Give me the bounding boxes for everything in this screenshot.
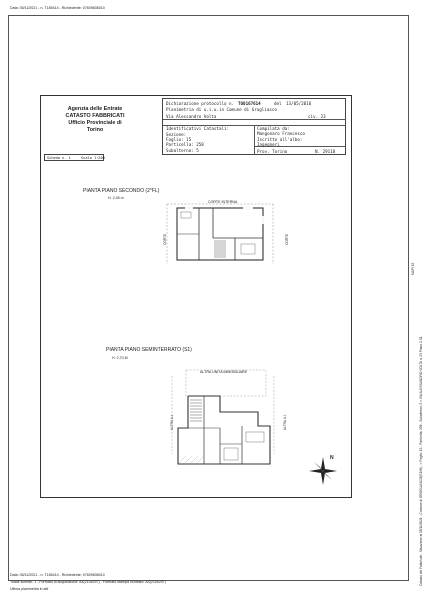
del-label: del xyxy=(274,101,282,106)
side-right-mark: MAPI 15 xyxy=(411,262,415,275)
prov-label: Prov. Torino xyxy=(257,149,288,154)
compilata-label: Compilata da: xyxy=(257,126,290,131)
dichiarazione-label: Dichiarazione protocollo n. xyxy=(166,101,235,106)
civic-number: civ. 23 xyxy=(308,114,326,119)
plan1-label-left: CORTE xyxy=(163,233,167,245)
compass-icon xyxy=(306,454,340,488)
compass-north-label: N xyxy=(330,455,334,461)
registration-number: N. 29118 xyxy=(315,149,336,154)
office-block xyxy=(46,106,144,134)
iscritto-label: Iscritto all'albo: xyxy=(257,137,303,142)
title-box xyxy=(162,98,346,155)
sezione: Sezione: xyxy=(166,132,187,137)
iscritto-value: Ingegneri xyxy=(257,142,280,147)
plan1-label-top: CORTE INTERNA xyxy=(208,200,238,204)
address: Via Alessandro Volta xyxy=(166,114,217,119)
plan2-label-right: ALTRA U.I. xyxy=(283,414,287,430)
plan1-height: H. 2.45 m xyxy=(108,196,124,200)
identificativi-label: Identificativi Catastali: xyxy=(166,126,230,131)
protocol-number: TO0167614 xyxy=(238,101,261,106)
scheda-number: Scheda n. 1 xyxy=(47,156,71,160)
office-city: Torino xyxy=(86,127,104,133)
planimetria-line: Planimetria di u.i.u.in Comune di Grugliasco xyxy=(166,107,277,112)
plan2-label-left: ALTRA U.I. xyxy=(170,414,174,430)
office-agency: Agenzia delle Entrate xyxy=(67,106,123,112)
header-request-info: Data: 05/11/2021 - n. T185414 - Richiedente: 07609836010 xyxy=(10,6,105,10)
plan1-title: PIANTA PIANO SECONDO (2°FL) xyxy=(83,188,160,194)
foglio: Foglio: 15 xyxy=(166,137,192,142)
plan1-label-right: CORTE xyxy=(285,233,289,245)
scala: Scala 1:200 xyxy=(81,156,105,160)
plan1-drawing xyxy=(155,198,290,268)
plan2-label-top: ALTRA UNITA IMMOBILIARE xyxy=(200,370,247,374)
protocol-date: 13/05/2016 xyxy=(286,101,312,106)
office-ufficio: Ufficio Provinciale di xyxy=(68,120,122,126)
office-catasto: CATASTO FABBRICATI xyxy=(65,113,125,119)
footer-format-info: Totale schede: 1 - Formato di acquisizione: A4(210x297) - Formato stampa richiesto: A4(210x297) xyxy=(10,580,166,584)
subalterno: Subalterno: 5 xyxy=(166,148,199,153)
plan2-height: H. 2,70 M xyxy=(112,356,128,360)
footer-request-info: Data: 05/11/2021 - n. T185414 - Richiedente: 07609836010 xyxy=(10,573,105,577)
plan2-drawing xyxy=(158,366,288,470)
footer-last-plan: Ultima planimetria in atti xyxy=(10,587,49,591)
scheda-box xyxy=(44,154,104,161)
compilata-name: Mangonaro Francesco xyxy=(257,131,305,136)
particella: Particella: 258 xyxy=(166,142,204,147)
side-cadastral-info: Catasto dei Fabbricati - Situazione al 05/11/2021 - Comune di GROGLIASCO(E198) - < Foglio: 15 - Particella: 258 - Subalterno: 5 > VIA ALESSANDRO VOLTA n. 23 Piano 2-S1 xyxy=(419,336,423,586)
plan2-title: PIANTA PIANO SEMINTERRATO (S1) xyxy=(106,347,192,353)
